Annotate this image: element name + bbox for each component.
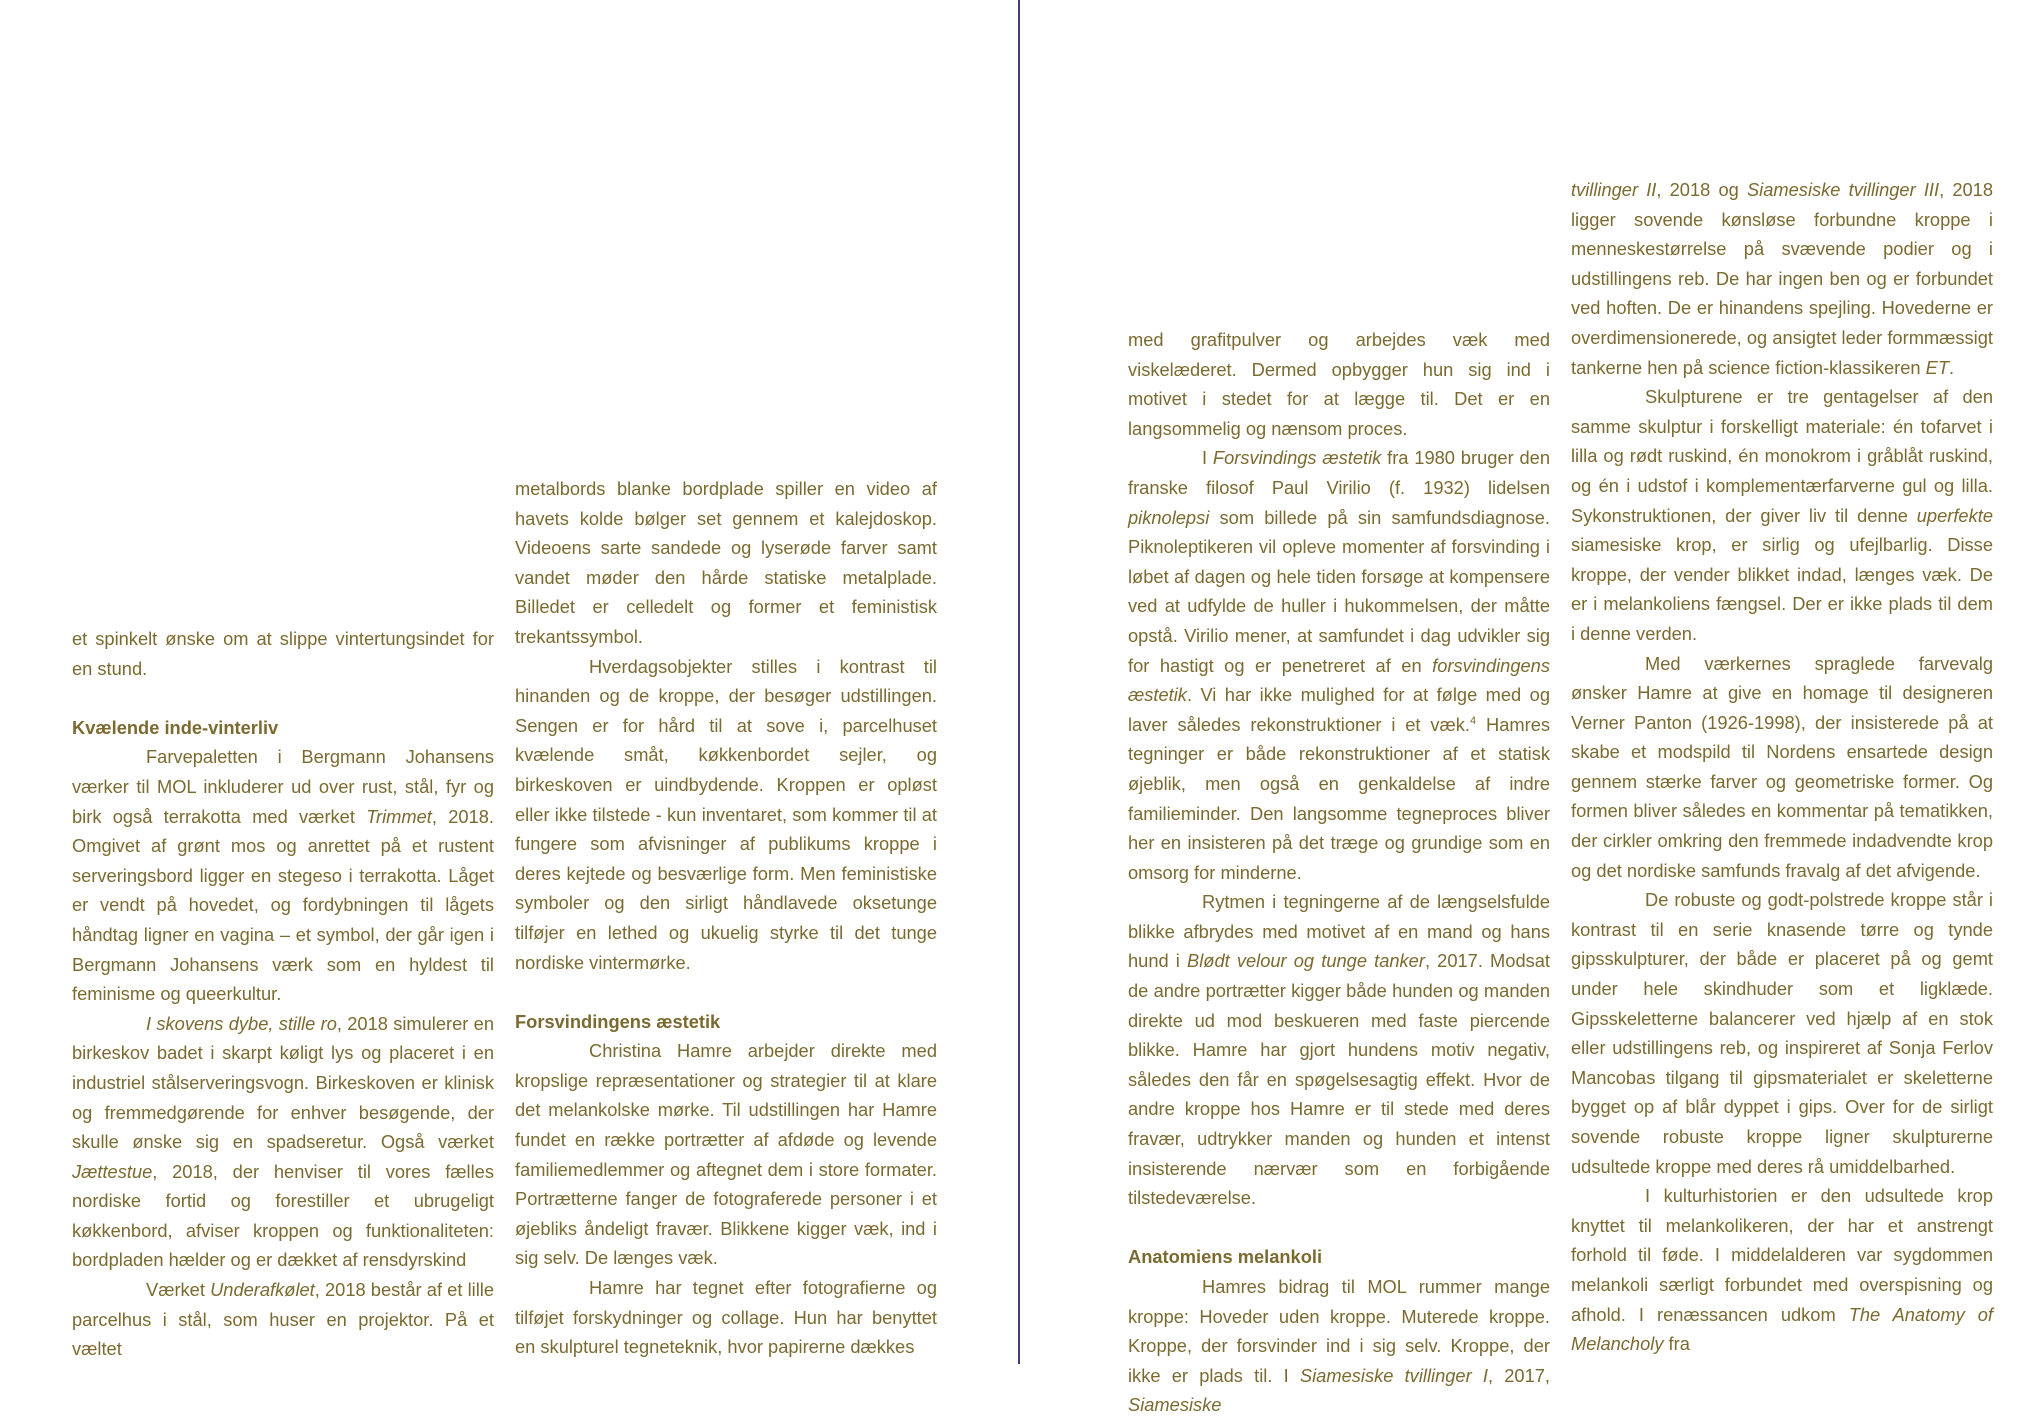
section-heading-anatomiens: Anatomiens melankoli [1128, 1246, 1323, 1268]
paragraph: med grafitpulver og arbejdes væk med viskelæderet. Dermed opbygger hun sig ind i motivet i stedet for at lægge til. Det er en langsommelig og nænsom proces. [1128, 329, 1550, 439]
paragraph: Skulpturene er tre gentagelser af den samme skulptur i forskelligt materiale: én tofarvet i lilla og rødt ruskind, én monokrom i gråblåt ruskind, og én i udstof i komplementærfarverne gul og lilla. Sykonstruktionen, der giver liv til denne uperfekte siamesiske krop, er sirlig og ufejlbarlig. Disse kroppe, der vender blikket indad, længes væk. De er i melankoliens fængsel. Der er ikke plads til dem i denne verden. [1571, 386, 1993, 644]
section-heading-kvaelende: Kvælende inde-vinterliv [72, 716, 279, 738]
footnote-marker: 4 [1470, 714, 1477, 727]
paragraph: Christina Hamre arbejder direkte med kropslige repræsentationer og strategier til at klare det melankolske mørke. Til udstillingen har Hamre fundet en række portrætter af afdøde og levende familiemedlemmer og aftegnet dem i store formater. Portrætterne fanger de fotograferede personer i et øjebliks åndeligt fravær. Blikkene kigger væk, ind i sig selv. De længes væk. [515, 1040, 937, 1269]
paragraph: Hamre har tegnet efter fotografierne og tilføjet forskydninger og collage. Hun har benyttet en skulpturel tegneteknik, hvor papirerne dækkes [515, 1277, 937, 1358]
paragraph: I Forsvindings æstetik fra 1980 bruger den franske filosof Paul Virilio (f. 1932) lidelsen piknolepsi som billede på sin samfundsdiagnose. Piknoleptikeren vil opleve momenter af forsvinding i løbet af dagen og hele tiden forsøge at kompensere ved at udfylde de huller i hukommelsen, der måtte opstå. Virilio mener, at samfundet i dag udvikler sig for hastigt og er penetreret af en forsvindingens æstetik. Vi har ikke mulighed for at følge med og laver således rekonstruktioner i et væk.$^4$ Hamres tegninger er både rekonstruktioner af et statisk øjeblik, men også en genkaldelse af indre familieminder. Den langsomme tegneproces bliver her en insisteren på det træge og grundige som en omsorg for minderne. [1128, 447, 1551, 883]
paragraph: Rytmen i tegningerne af de længselsfulde blikke afbrydes med motivet af en mand og hans hund i Blødt velour og tunge tanker, 2017. Modsat de andre portrætter kigger både hunden og manden direkte ud mod beskueren med faste piercende blikke. Hamre har gjort hundens motiv negativ, således den får en spøgelsesagtig effekt. Hvor de andre kroppe hos Hamre er til stede med deres fravær, udtrykker manden og hunden et intenst insisterende nærvær som en forbigående tilstedeværelse. [1128, 891, 1550, 1209]
paragraph: et spinkelt ønske om at slippe vintertungsindet for en stund. [72, 628, 494, 679]
column-1 [72, 624, 494, 1364]
paragraph: tvillinger II, 2018 og Siamesiske tvillinger III, 2018 ligger sovende kønsløse forbundne kroppe i menneskestørrelse på svævende podier og i udstillingens reb. De har ingen ben og er forbundet ved hoften. De er hinandens spejling. Hovederne er overdimensionerede, og ansigtet leder formmæssigt tankerne hen på science fiction-klassikeren ET. [1571, 179, 1994, 378]
section-heading-forsvindingens: Forsvindingens æstetik [515, 1010, 721, 1032]
column-2 [515, 474, 937, 1362]
paragraph: I kulturhistorien er den udsultede krop knyttet til melankolikeren, der har et anstrengt forhold til føde. I middelalderen var sygdommen melankoli særligt forbundet med overspisning og afhold. I renæssancen udkom The Anatomy of Melancholy fra [1571, 1185, 1993, 1355]
column-4 [1571, 175, 1993, 1359]
paragraph: Hamres bidrag til MOL rummer mange kroppe: Hoveder uden kroppe. Muterede kroppe. Kroppe, der forsvinder ind i sig selv. Kroppe, der ikke er plads til. I Siamesiske tvillinger I, 2017, Siamesiske [1128, 1276, 1551, 1416]
paragraph: Med værkernes spraglede farvevalg ønsker Hamre at give en homage til designeren Verner Panton (1926-1998), der insisterede på at skabe et modspild til Nordens ensartede design gennem stærke farver og geometriske former. Og formen bliver således en kommentar på tematikken, der cirkler omkring den fremmede indadvendte krop og det nordiske samfunds fravalg af det afvigende. [1571, 652, 1993, 881]
paragraph: Farvepaletten i Bergmann Johansens værker til MOL inkluderer ud over rust, stål, fyr og birk også terrakotta med værket Trimmet, 2018. Omgivet af grønt mos og anrettet på et rustent serveringsbord ligger en stegeso i terrakotta. Låget er vendt på hovedet, og fordybningen til lågets håndtag ligner en vagina – et symbol, der går igen i Bergmann Johansens værk som en hyldest til feminisme og queerkultur. [72, 746, 495, 1005]
column-3 [1128, 325, 1550, 1420]
paragraph: De robuste og godt-polstrede kroppe står i kontrast til en serie knasende tørre og tynde gipsskulpturer, der både er placeret på og gemt under hele skindhuder som et ligklæde. Gipsskeletterne balancerer ved hjælp af en stok eller udstillingens reb, og inspireret af Sonja Ferlov Mancobas tilgang til gipsmaterialet er skeletterne bygget op af blår dyppet i gips. Over for de sirligt sovende robuste kroppe ligner skulpturerne udsultede kroppe med deres rå umiddelbarhed. [1571, 889, 1993, 1177]
paragraph: Hverdagsobjekter stilles i kontrast til hinanden og de kroppe, der besøger udstillingen. Sengen er for hård til at sove i, parcelhuset kvælende småt, køkkenbordet sejler, og birkeskoven er uindbydende. Kroppen er opløst eller ikke tilstede - kun inventaret, som kommer til at fungere som afvisninger af publikums kroppe i deres kejtede og besværlige form. Men feministiske symboler og den sirligt håndlavede oksetunge tilføjer en lethed og ukuelig styrke til det tunge nordiske vintermørke. [515, 655, 937, 973]
paragraph: metalbords blanke bordplade spiller en video af havets kolde bølger set gennem et kalejdoskop. Videoens sarte sandede og lyserøde farver samt vandet møder den hårde statiske metalplade. Billedet er celledelt og former et feministisk trekantssymbol. [515, 478, 937, 647]
paragraph: I skovens dybe, stille ro, 2018 simulerer en birkeskov badet i skarpt køligt lys og placeret i en industriel stålserveringsvogn. Birkeskoven er klinisk og fremmedgørende for enhver besøgende, der skulle ønske sig en spadseretur. Også værket Jættestue, 2018, der henviser til vores fælles nordiske fortid og forestiller et ubrugeligt køkkenbord, afviser kroppen og funktionaliteten: bordpladen hælder og er dækket af rensdyrskind [72, 1012, 494, 1271]
paragraph: Værket Underafkølet, 2018 består af et lille parcelhus i stål, som huser en projektor. På et væltet [72, 1279, 494, 1360]
page-spread-divider [1018, 0, 1020, 1364]
